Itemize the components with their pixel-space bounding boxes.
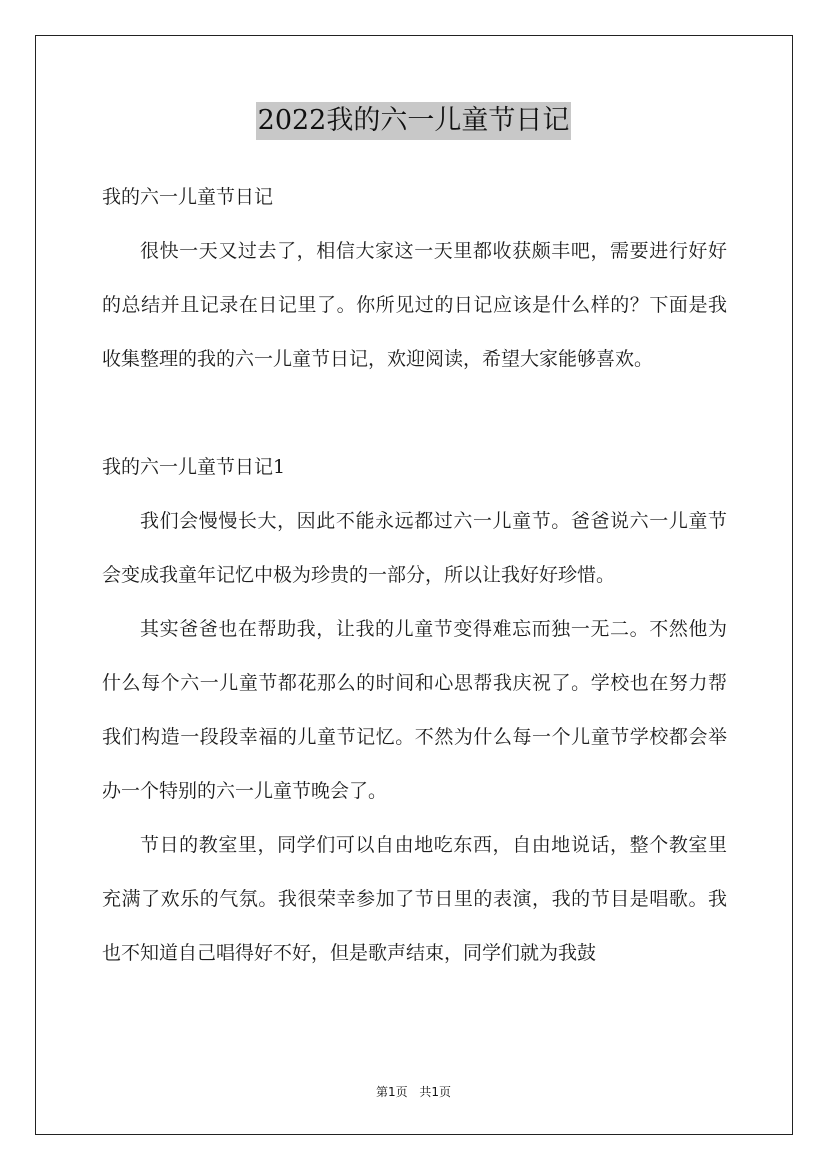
paragraph: 节日的教室里，同学们可以自由地吃东西，自由地说话，整个教室里充满了欢乐的气氛。我很荣幸参加了节日里的表演，我的节目是唱歌。我也不知道自己唱得好不好，但是歌声结束，同学们就为我鼓 — [102, 834, 727, 964]
page-total: 共1页 — [419, 1085, 452, 1099]
section-spacer — [102, 386, 727, 440]
section-heading: 我的六一儿童节日记1 — [102, 456, 286, 478]
page-number: 第1页 — [375, 1085, 408, 1099]
intro-paragraph: 很快一天又过去了，相信大家这一天里都收获颇丰吧，需要进行好好的总结并且记录在日记里了。你所见过的日记应该是什么样的？下面是我收集整理的我的六一儿童节日记，欢迎阅读，希望大家能够喜欢。 — [102, 240, 727, 370]
intro-heading: 我的六一儿童节日记 — [102, 186, 274, 208]
document-body — [102, 170, 727, 980]
document-title: 2022我的六一儿童节日记 — [256, 102, 572, 140]
paragraph: 其实爸爸也在帮助我，让我的儿童节变得难忘而独一无二。不然他为什么每个六一儿童节都花那么的时间和心思帮我庆祝了。学校也在努力帮我们构造一段段幸福的儿童节记忆。不然为什么每一个儿童节学校都会举办一个特别的六一儿童节晚会了。 — [102, 618, 727, 802]
paragraph: 我们会慢慢长大，因此不能永远都过六一儿童节。爸爸说六一儿童节会变成我童年记忆中极为珍贵的一部分，所以让我好好珍惜。 — [102, 510, 727, 586]
page-footer — [0, 1083, 827, 1100]
title-container — [0, 102, 827, 140]
